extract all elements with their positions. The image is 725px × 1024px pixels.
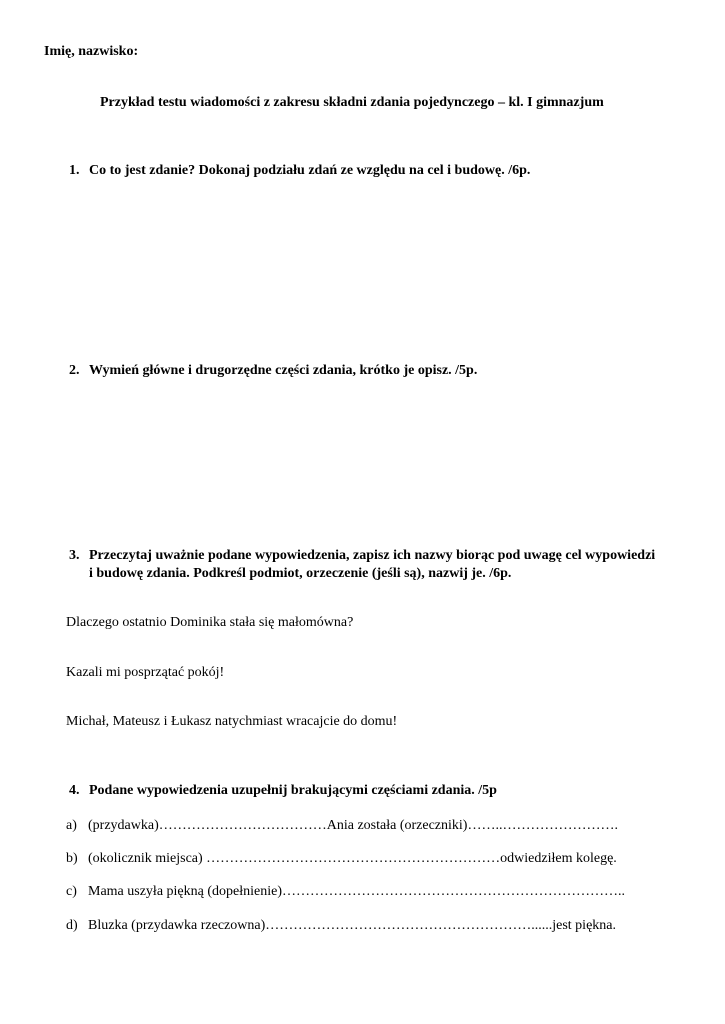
item-text: Bluzka (przydawka rzeczowna)…………………………………………………......jest piękna. xyxy=(88,918,616,933)
item-letter: b) xyxy=(66,851,78,866)
fill-item-a xyxy=(66,818,618,834)
question-2 xyxy=(69,363,477,379)
sentence-2: Kazali mi posprzątać pokój! xyxy=(66,665,225,680)
sentence-1: Dlaczego ostatnio Dominika stała się małomówna? xyxy=(66,615,354,630)
item-text: Mama uszyła piękną (dopełnienie)……………………………………………………………….. xyxy=(88,884,625,899)
question-number: 1. xyxy=(69,163,80,178)
question-text: Co to jest zdanie? Dokonaj podziału zdań ze względu na cel i budowę. /6p. xyxy=(89,163,531,178)
question-number: 3. xyxy=(69,548,80,563)
question-number: 4. xyxy=(69,783,80,798)
name-label: Imię, nazwisko: xyxy=(44,44,139,59)
item-letter: a) xyxy=(66,818,77,833)
question-3 xyxy=(69,548,655,564)
sentence-3: Michał, Mateusz i Łukasz natychmiast wracajcie do domu! xyxy=(66,714,398,729)
item-text: (przydawka)………………………………Ania została (orzeczniki)……..……………………. xyxy=(88,818,618,833)
question-number: 2. xyxy=(69,363,80,378)
question-text-line-1: Przeczytaj uważnie podane wypowiedzenia, zapisz ich nazwy biorąc pod uwagę cel wypowiedzi xyxy=(89,548,656,563)
item-letter: d) xyxy=(66,918,78,933)
question-3-line-2: i budowę zdania. Podkreśl podmiot, orzeczenie (jeśli są), nazwij je. /6p. xyxy=(89,566,512,581)
fill-item-d xyxy=(66,918,616,934)
page-title: Przykład testu wiadomości z zakresu składni zdania pojedynczego – kl. I gimnazjum xyxy=(100,95,604,110)
question-text: Wymień główne i drugorzędne części zdania, krótko je opisz. /5p. xyxy=(89,363,478,378)
fill-item-b xyxy=(66,851,617,867)
fill-item-c xyxy=(66,884,625,900)
item-text: (okolicznik miejsca) ………………………………………………………odwiedziłem kolegę. xyxy=(88,851,617,866)
question-1 xyxy=(69,163,530,179)
question-4 xyxy=(69,783,497,799)
question-text: Podane wypowiedzenia uzupełnij brakującymi częściami zdania. /5p xyxy=(89,783,497,798)
item-letter: c) xyxy=(66,884,77,899)
